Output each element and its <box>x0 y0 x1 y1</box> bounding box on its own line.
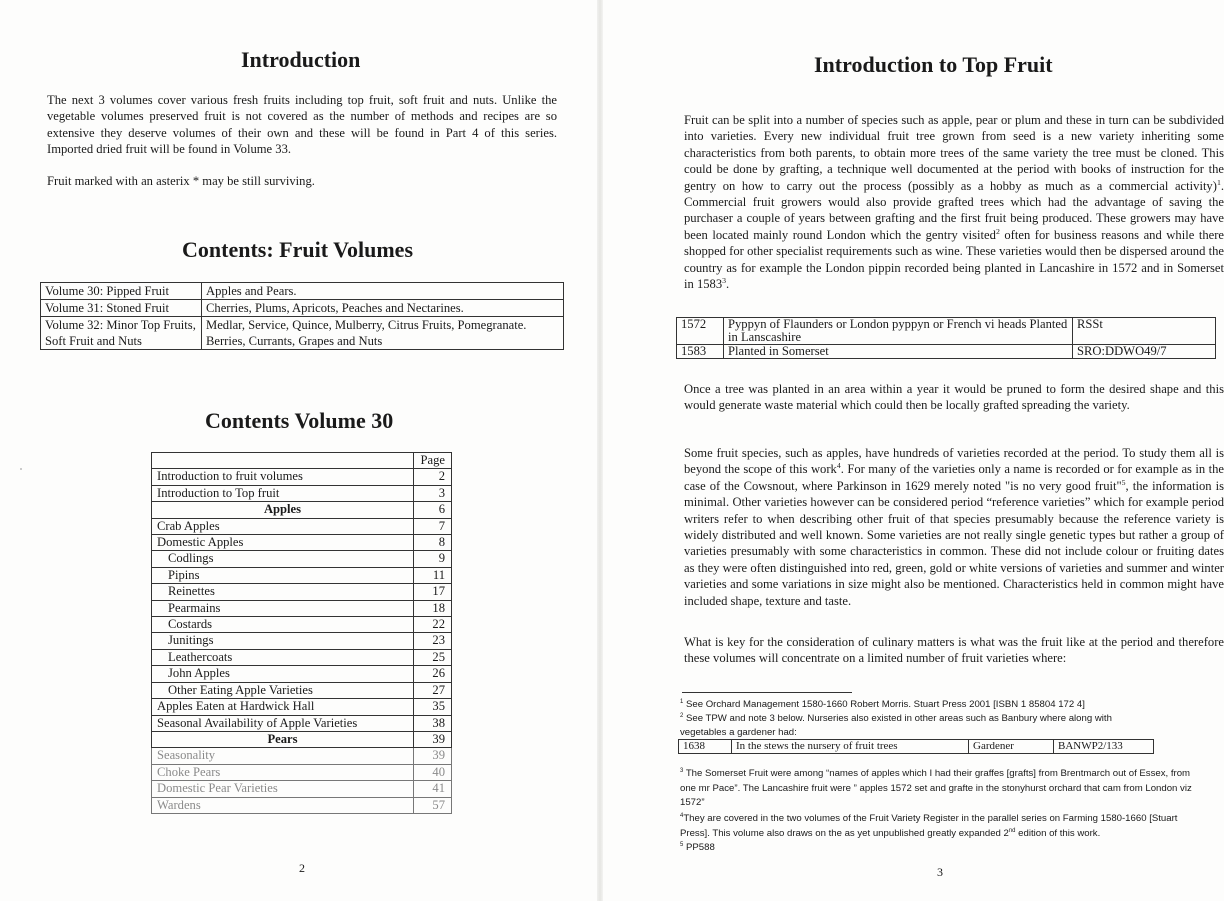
contents-page: 2 <box>414 469 452 485</box>
contents-volume-title: Contents Volume 30 <box>205 408 394 433</box>
contents-page: 3 <box>414 485 452 501</box>
contents-page: 40 <box>414 764 452 780</box>
footnote-2: $^2$ See TPW and note 3 below. Nurseries also existed in other areas such as Banbury where along with <box>680 712 1112 724</box>
contents-page: 9 <box>414 551 452 567</box>
planting-record-table <box>676 317 1216 359</box>
footnote-ref: 2 <box>995 226 1000 236</box>
fruit-volumes-table <box>40 282 564 350</box>
table-row <box>152 617 452 633</box>
contents-section-heading: Apples <box>152 502 414 518</box>
table-row <box>41 283 564 300</box>
table-row <box>152 682 452 698</box>
top-fruit-paragraph-3: Some fruit species, such as apples, have hundreds of varieties recorded at the period. To study them all is beyond the scope of this work$^4$. For many of the varieties only a name is recorded or for example as in the case of the Cowsnout, where Parkinson in 1629 merely noted "is no very good fruit"$^5$, the information is minimal. Other varieties however can be considered period “reference varieties” which for example period writers refer to when describing other fruit of that species presumably because the reference variety is widely distributed and well known. Some varieties are not really single genetic types but rather a group of varieties presumably with some characteristics in common. These did not include colour or fruiting dates as they were often distinguished into red, green, gold or white versions of varieties and summer and winter varieties and some variations in size might also be mentioned. Characteristics held in common might have included shape, texture and taste. <box>684 446 1224 608</box>
page-number: 2 <box>299 861 305 875</box>
record-year: 1638 <box>679 740 732 754</box>
contents-entry: John Apples <box>152 666 414 682</box>
contents-page: 17 <box>414 584 452 600</box>
top-fruit-paragraph-1: Fruit can be split into a number of species such as apple, pear or plum and these in turn can be subdivided into varieties. Every new individual fruit tree grown from seed is a new variety inheriting some characteristics from both parents, to obtain more trees of the same variety the tree must be cloned. This could be done by grafting, a technique well documented at the period with books of instruction for the gentry on how to carry out the process (possibly as a hobby as much as a commercial activity)$^1$. Commercial fruit growers would also provide grafted trees which had the advantage of saving the purchaser a couple of years between grafting and the first fruit being produced. These growers may have been located mainly round London which the gentry visited$^2$ often for business reasons and while there shopped for other specialist requirements such as wine. These varieties would then be dispersed around the country as for example the London pippin recorded being planted in Lancashire in 1572 and in Somerset in 1583$^3$. <box>684 113 1224 292</box>
contents-page: 27 <box>414 682 452 698</box>
contents-section-heading: Pears <box>152 731 414 747</box>
contents-entry: Wardens <box>152 797 414 813</box>
banbury-gardener-table <box>678 739 1154 754</box>
table-row <box>152 502 452 518</box>
contents-page: 6 <box>414 502 452 518</box>
contents-entry: Crab Apples <box>152 518 414 534</box>
record-reference: SRO:DDWO49/7 <box>1073 345 1216 359</box>
volume-contents-cell: Cherries, Plums, Apricots, Peaches and Nectarines. <box>202 300 564 317</box>
contents-entry: Choke Pears <box>152 764 414 780</box>
table-row <box>152 666 452 682</box>
contents-page: 23 <box>414 633 452 649</box>
table-row <box>152 699 452 715</box>
table-row <box>152 535 452 551</box>
contents-entry: Introduction to fruit volumes <box>152 469 414 485</box>
asterisk-note: Fruit marked with an asterix * may be still surviving. <box>47 174 315 188</box>
record-year: 1572 <box>677 318 724 345</box>
table-row <box>152 731 452 747</box>
contents-page: 22 <box>414 617 452 633</box>
contents-page: 39 <box>414 731 452 747</box>
footnote-ref: 3 <box>722 275 727 285</box>
footnote-ref: 4 <box>836 461 841 471</box>
table-row <box>152 649 452 665</box>
table-row <box>152 469 452 485</box>
record-description: In the stews the nursery of fruit trees <box>732 740 969 754</box>
contents-entry: Costards <box>152 617 414 633</box>
table-row <box>152 764 452 780</box>
page-number: 3 <box>937 865 943 879</box>
table-row <box>41 317 564 350</box>
record-reference: RSSt <box>1073 318 1216 345</box>
contents-page: 57 <box>414 797 452 813</box>
page-column-header: Page <box>414 453 452 469</box>
contents-entry: Pearmains <box>152 600 414 616</box>
contents-page: 7 <box>414 518 452 534</box>
volume-cell: Volume 32: Minor Top Fruits, Soft Fruit and Nuts <box>41 317 202 350</box>
record-reference: BANWP2/133 <box>1054 740 1154 754</box>
contents-page: 38 <box>414 715 452 731</box>
footnote-divider <box>682 692 852 693</box>
contents-entry: Leathercoats <box>152 649 414 665</box>
table-header-row <box>152 453 452 469</box>
contents-page: 39 <box>414 748 452 764</box>
contents-entry: Seasonal Availability of Apple Varieties <box>152 715 414 731</box>
footnote-4: $^4$They are covered in the two volumes of the Fruit Variety Register in the parallel series on Farming 1580-1660 [Stuart Press]. This volume also draws on the as yet unpublished greatly expanded 2nd edition of this work. <box>680 812 1178 839</box>
contents-page: 26 <box>414 666 452 682</box>
contents-page: 8 <box>414 535 452 551</box>
table-row <box>152 633 452 649</box>
scan-speck <box>20 468 22 470</box>
footnote-1: $^1$ See Orchard Management 1580-1660 Robert Morris. Stuart Press 2001 [ISBN 1 85804 172 4] <box>680 698 1085 710</box>
left-page <box>0 0 600 901</box>
contents-page: 35 <box>414 699 452 715</box>
record-role: Gardener <box>969 740 1054 754</box>
footnote-2-continued: vegetables a gardener had: <box>680 727 797 738</box>
volume-contents-cell: Apples and Pears. <box>202 283 564 300</box>
table-row <box>152 715 452 731</box>
contents-entry: Domestic Pear Varieties <box>152 781 414 797</box>
footnote-ref: 1 <box>1216 177 1221 187</box>
contents-volume-table <box>151 452 452 814</box>
record-description: Planted in Somerset <box>724 345 1073 359</box>
contents-page: 18 <box>414 600 452 616</box>
table-row <box>152 551 452 567</box>
contents-entry: Codlings <box>152 551 414 567</box>
contents-page: 41 <box>414 781 452 797</box>
volume-cell: Volume 31: Stoned Fruit <box>41 300 202 317</box>
contents-entry: Apples Eaten at Hardwick Hall <box>152 699 414 715</box>
table-row <box>679 740 1154 754</box>
contents-page: 11 <box>414 567 452 583</box>
table-row <box>677 318 1216 345</box>
top-fruit-title: Introduction to Top Fruit <box>814 52 1053 77</box>
table-row <box>41 300 564 317</box>
contents-entry: Other Eating Apple Varieties <box>152 682 414 698</box>
footnote-ref: 5 <box>1121 477 1126 487</box>
contents-entry: Pipins <box>152 567 414 583</box>
table-row <box>152 748 452 764</box>
table-row <box>152 797 452 813</box>
table-row <box>152 567 452 583</box>
volume-cell: Volume 30: Pipped Fruit <box>41 283 202 300</box>
intro-paragraph: The next 3 volumes cover various fresh fruits including top fruit, soft fruit and nuts. Unlike the vegetable volumes preserved fruit is not covered as the number of methods and recipes are so extensive they deserve volumes of their own and these will be found in Part 4 of this series. Imported dried fruit will be found in Volume 33. <box>47 93 557 157</box>
table-row <box>152 584 452 600</box>
fruit-volumes-title: Contents: Fruit Volumes <box>182 237 414 262</box>
contents-entry: Introduction to Top fruit <box>152 485 414 501</box>
table-row <box>152 485 452 501</box>
table-row <box>152 518 452 534</box>
footnote-5: $^5$ PP588 <box>680 841 715 853</box>
contents-entry: Junitings <box>152 633 414 649</box>
table-row <box>152 600 452 616</box>
introduction-title: Introduction <box>241 47 361 72</box>
record-description: Pyppyn of Flaunders or London pyppyn or French vi heads Planted in Lanscashire <box>724 318 1073 345</box>
footnote-3: $^3$ The Somerset Fruit were among “names of apples which I had their graffes [grafts] from Brentmarch out of Essex, from one mr Pace”. The Lancashire fruit were ” apples 1572 set and grafte in the stonyhurst orchard that cam from London viz 1572” <box>680 767 1192 809</box>
contents-entry: Seasonality <box>152 748 414 764</box>
contents-page: 25 <box>414 649 452 665</box>
right-page <box>600 0 1224 901</box>
top-fruit-paragraph-2: Once a tree was planted in an area within a year it would be pruned to form the desired shape and this would generate waste material which could then be locally grafted spreading the variety. <box>684 382 1224 413</box>
table-row <box>677 345 1216 359</box>
volume-contents-cell: Medlar, Service, Quince, Mulberry, Citrus Fruits, Pomegranate. Berries, Currants, Grapes and Nuts <box>202 317 564 350</box>
record-year: 1583 <box>677 345 724 359</box>
table-row <box>152 781 452 797</box>
top-fruit-paragraph-4: What is key for the consideration of culinary matters is what was the fruit like at the period and therefore these volumes will concentrate on a limited number of fruit varieties where: <box>684 635 1224 666</box>
contents-entry: Domestic Apples <box>152 535 414 551</box>
contents-entry: Reinettes <box>152 584 414 600</box>
